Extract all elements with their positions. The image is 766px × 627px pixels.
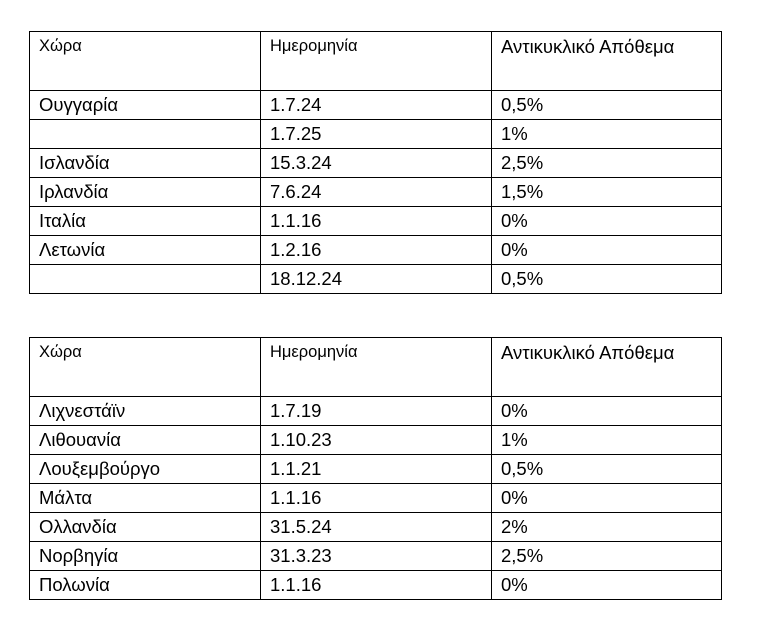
country-cell: Ιρλανδία xyxy=(30,178,261,207)
date-cell: 7.6.24 xyxy=(261,178,492,207)
buffer-cell: 2,5% xyxy=(492,542,722,571)
date-cell: 1.1.16 xyxy=(261,571,492,600)
country-cell xyxy=(30,120,261,149)
buffer-cell: 1,5% xyxy=(492,178,722,207)
buffer-cell: 0% xyxy=(492,207,722,236)
date-cell: 31.3.23 xyxy=(261,542,492,571)
table-row xyxy=(30,207,722,236)
buffer-cell: 0% xyxy=(492,484,722,513)
date-cell: 31.5.24 xyxy=(261,513,492,542)
country-cell: Ολλανδία xyxy=(30,513,261,542)
country-cell: Ουγγαρία xyxy=(30,91,261,120)
table-row xyxy=(30,542,722,571)
table-row xyxy=(30,120,722,149)
country-cell: Μάλτα xyxy=(30,484,261,513)
header-buffer: Αντικυκλικό Απόθεμα xyxy=(492,338,722,397)
header-date: Ημερομηνία xyxy=(261,338,492,397)
date-cell: 1.1.16 xyxy=(261,207,492,236)
header-country: Χώρα xyxy=(30,32,261,91)
header-buffer: Αντικυκλικό Απόθεμα xyxy=(492,32,722,91)
buffer-table-1 xyxy=(29,31,722,294)
header-row xyxy=(30,32,722,91)
table-row xyxy=(30,426,722,455)
buffer-cell: 0,5% xyxy=(492,265,722,294)
buffer-cell: 0,5% xyxy=(492,455,722,484)
date-cell: 18.12.24 xyxy=(261,265,492,294)
date-cell: 1.1.16 xyxy=(261,484,492,513)
table-row xyxy=(30,397,722,426)
buffer-cell: 0% xyxy=(492,571,722,600)
table-row xyxy=(30,513,722,542)
header-country: Χώρα xyxy=(30,338,261,397)
country-cell: Λουξεμβούργο xyxy=(30,455,261,484)
table-row xyxy=(30,149,722,178)
table-row xyxy=(30,455,722,484)
country-cell: Λιχνεστάϊν xyxy=(30,397,261,426)
table-row xyxy=(30,265,722,294)
country-cell: Νορβηγία xyxy=(30,542,261,571)
buffer-cell: 2,5% xyxy=(492,149,722,178)
date-cell: 1.7.19 xyxy=(261,397,492,426)
buffer-cell: 0% xyxy=(492,397,722,426)
table-row xyxy=(30,484,722,513)
country-cell: Πολωνία xyxy=(30,571,261,600)
buffer-cell: 1% xyxy=(492,426,722,455)
country-cell: Ιταλία xyxy=(30,207,261,236)
date-cell: 1.7.25 xyxy=(261,120,492,149)
date-cell: 1.2.16 xyxy=(261,236,492,265)
buffer-cell: 1% xyxy=(492,120,722,149)
table-row xyxy=(30,236,722,265)
country-cell: Ισλανδία xyxy=(30,149,261,178)
header-row xyxy=(30,338,722,397)
table-row xyxy=(30,91,722,120)
date-cell: 15.3.24 xyxy=(261,149,492,178)
buffer-cell: 0,5% xyxy=(492,91,722,120)
date-cell: 1.7.24 xyxy=(261,91,492,120)
buffer-cell: 0% xyxy=(492,236,722,265)
date-cell: 1.1.21 xyxy=(261,455,492,484)
table-row xyxy=(30,571,722,600)
header-date: Ημερομηνία xyxy=(261,32,492,91)
buffer-table-2 xyxy=(29,337,722,600)
table-row xyxy=(30,178,722,207)
country-cell: Λετωνία xyxy=(30,236,261,265)
buffer-cell: 2% xyxy=(492,513,722,542)
country-cell: Λιθουανία xyxy=(30,426,261,455)
country-cell xyxy=(30,265,261,294)
date-cell: 1.10.23 xyxy=(261,426,492,455)
